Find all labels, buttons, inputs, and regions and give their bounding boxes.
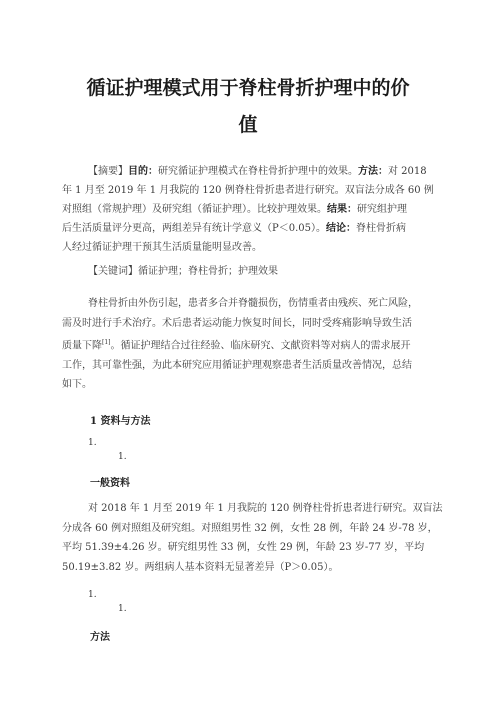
general-paragraph [62,499,443,577]
title-line-2: 值 [238,114,258,136]
result-text: 研究组护理 [357,204,407,215]
abstract-label: 【摘要】 [88,166,128,177]
conclusion-text: 脊柱骨折病 [356,223,406,234]
list-number: 1. [118,604,127,614]
intro-text: 。循证护理结合过往经验、临床研究、文献资料等对病人的需求展开 [110,340,411,352]
paper-title [62,70,434,144]
method-label: 方法： [358,166,388,177]
conclusion-label: 结论： [326,223,356,234]
objective-text: 研究循证护理模式在脊柱骨折护理中的效果。 [158,166,358,177]
subsection-heading: 方法 [90,632,110,643]
title-line-1: 循证护理模式用于脊柱骨折护理中的价 [86,77,410,99]
abstract-line [62,200,434,219]
result-label: 结果： [327,204,357,215]
list-number: 1. [88,590,97,600]
general-line: 分成各 60 例对照组及研究组。对照组男性 32 例，女性 28 例，年龄 24 岁-78 岁， [62,522,438,534]
citation-ref: [1] [102,339,111,346]
subsection-heading: 一般资料 [90,478,130,489]
keywords: 【关键词】循证护理；脊柱骨折；护理效果 [88,266,278,277]
abstract-text: 后生活质量评分更高，两组差异有统计学意义（P＜0.05）。 [62,223,326,234]
objective-label: 目的： [128,166,158,177]
list-number: 1. [88,438,97,448]
intro-line: 需及时进行手术治疗。术后患者运动能力恢复时间长，同时受疼痛影响导致生活 [62,317,412,329]
method-text: 对 2018 [388,166,427,177]
abstract-text: 对照组（常规护理）及研究组（循证护理）。比较护理效果。 [62,204,327,215]
abstract-line: 人经过循证护理干预其生活质量能明显改善。 [62,242,262,253]
intro-line [62,333,434,356]
general-line: 50.19±3.82 岁。两组病人基本资料无显著差异（P＞0.05）。 [62,561,339,573]
general-line: 对 2018 年 1 月至 2019 年 1 月我院的 120 例脊柱骨折患者进行研究。双盲法 [88,503,443,514]
intro-line: 如下。 [62,379,92,391]
abstract-line: 年 1 月至 2019 年 1 月我院的 120 例脊柱骨折患者进行研究。双盲法分成各 60 例 [62,185,434,196]
intro-text: 质量下降 [62,340,102,352]
intro-line: 脊柱骨折由外伤引起，患者多合并脊髓损伤，伤情重者由残疾、死亡风险， [88,298,418,309]
abstract-line [62,219,434,238]
list-number: 1. [118,452,127,462]
general-line: 平均 51.39±4.26 岁。研究组男性 33 例，女性 29 例，年龄 23 岁-77 岁，平均 [62,542,425,553]
abstract-line [62,162,434,181]
section-heading: 1 资料与方法 [90,416,151,427]
intro-paragraph [62,294,434,395]
abstract [62,162,434,257]
intro-line: 工作，其可靠性强，为此本研究应用循证护理观察患者生活质量改善情况，总结 [62,359,412,371]
